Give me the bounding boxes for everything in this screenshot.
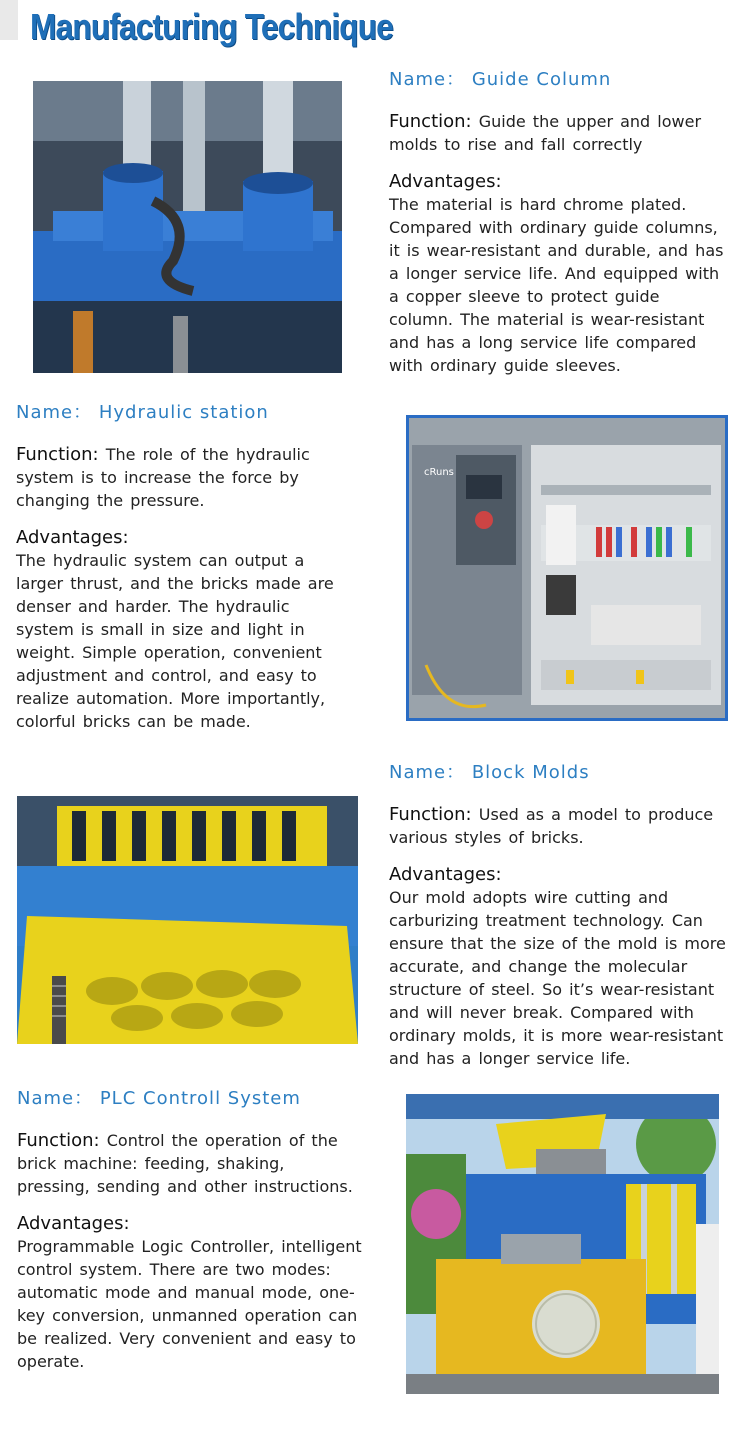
function-text: Control the operation of the brick machine: feeding, shaking, pressing, sending and other instructions. <box>17 1131 353 1196</box>
guide-column-photo <box>33 81 342 373</box>
brand-label: cRuns <box>424 467 454 478</box>
function-text: The role of the hydraulic system is to increase the force by changing the pressure. <box>16 445 310 510</box>
advantages-text: Our mold adopts wire cutting and carburizing treatment technology. Can ensure that the size of the mold is more accurate, and change the molecular structure of steel. So it’s wear-resistant and will never break. Compared with ordinary molds, it is more wear-resistant and has a longer service life. <box>389 888 726 1068</box>
advantages-text: Programmable Logic Controller, intelligent control system. There are two modes: automatic mode and manual mode, one-key conversion, unmanned operation can be realized. Very convenient and easy to operate. <box>17 1237 362 1371</box>
advantages-label: Advantages: <box>17 1213 130 1234</box>
hydraulic-station-details <box>16 443 348 733</box>
page-title: Manufacturing Technique <box>30 6 393 47</box>
title-accent-bar <box>0 0 18 40</box>
hydraulic-station-name: Name： Hydraulic station <box>16 402 269 423</box>
guide-column-name: Name： Guide Column <box>389 69 612 90</box>
function-text: Guide the upper and lower molds to rise and fall correctly <box>389 112 702 154</box>
function-label: Function: <box>16 444 99 465</box>
advantages-label: Advantages: <box>389 864 502 885</box>
block-molds-name: Name： Block Molds <box>389 762 590 783</box>
block-mold-photo <box>17 796 358 1044</box>
function-label: Function: <box>17 1130 100 1151</box>
plc-system-name: Name： PLC Controll System <box>17 1088 301 1109</box>
function-label: Function: <box>389 111 472 132</box>
advantages-label: Advantages: <box>16 527 129 548</box>
control-cabinet-photo <box>406 415 728 721</box>
advantages-label: Advantages: <box>389 171 502 192</box>
block-molds-details <box>389 803 749 1070</box>
guide-column-details <box>389 110 729 377</box>
advantages-text: The hydraulic system can output a larger thrust, and the bricks made are denser and harder. The hydraulic system is small in size and light in weight. Simple operation, convenient adjustment and control, and easy to realize automation. More importantly, colorful bricks can be made. <box>16 551 334 731</box>
plc-system-details <box>17 1129 363 1373</box>
advantages-text: The material is hard chrome plated. Compared with ordinary guide columns, it is wear-resistant and durable, and has a longer service life. And equipped with a copper sleeve to protect guide column. The material is wear-resistant and has a long service life compared with ordinary guide sleeves. <box>389 195 724 375</box>
brick-machine-photo <box>406 1094 719 1394</box>
function-text: Used as a model to produce various styles of bricks. <box>389 805 714 847</box>
function-label: Function: <box>389 804 472 825</box>
